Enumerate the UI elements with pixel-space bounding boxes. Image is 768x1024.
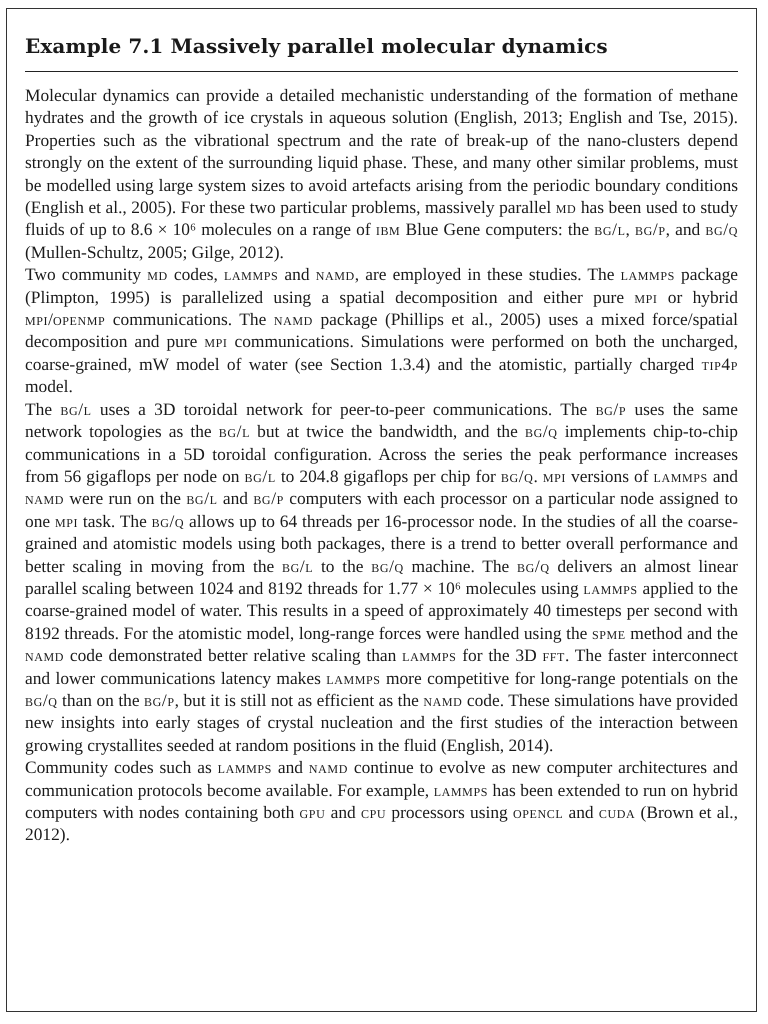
paragraph-1: Molecular dynamics can provide a detailed mechanistic understanding of the formation of methane hydrates and the growth of ice crystals in aqueous solution (English, 2013; English and Tse, 2015). Properties such as the vibrational spectrum and the rate of break-up of the nano-clusters depend strongly on the extent of the surrounding liquid phase. These, and many other similar problems, must be modelled using large system sizes to avoid artefacts arising from the periodic boundary conditions (English et al., 2005). For these two particular problems, massively parallel md has been used to study fluids of up to 8.6 × 10⁶ molecules on a range of ibm Blue Gene computers: the bg/l, bg/p, and bg/q (Mullen-Schultz, 2005; Gilge, 2012). [25,85,738,262]
example-title: Example 7.1 Massively parallel molecular dynamics [25,34,608,58]
title-rule [25,71,738,72]
example-box [6,8,757,1012]
paragraph-2: Two community md codes, lammps and namd, are employed in these studies. The lammps package (Plimpton, 1995) is parallelized using a spatial decomposition and either pure mpi or hybrid mpi/openmp communications. The namd package (Phillips et al., 2005) uses a mixed force/spatial decomposition and pure mpi communications. Simulations were performed on both the uncharged, coarse-grained, mW model of water (see Section 1.3.4) and the atomistic, partially charged tip4p model. [25,264,739,397]
paragraph-3: The bg/l uses a 3D toroidal network for peer-to-peer communications. The bg/p uses the same network topologies as the bg/l but at twice the bandwidth, and the bg/q implements chip-to-chip communications in a 5D toroidal configuration. Across the series the peak performance increases from 56 gigaflops per node on bg/l to 204.8 gigaflops per chip for bg/q. mpi versions of lammps and namd were run on the bg/l and bg/p computers with each processor on a particular node assigned to one mpi task. The bg/q allows up to 64 threads per 16-processor node. In the studies of all the coarse-grained and atomistic models using both packages, there is a trend to better overall performance and better scaling in moving from the bg/l to the bg/q machine. The bg/q delivers an almost linear parallel scaling between 1024 and 8192 threads for 1.77 × 10⁶ molecules using lammps applied to the coarse-grained model of water. This results in a speed of approximately 40 timesteps per second with 8192 threads. For the atomistic model, long-range forces were handled using the spme method and the namd code demonstrated better relative scaling than lammps for the 3D fft. The faster interconnect and lower communications latency makes lammps more competitive for long-range potentials on the bg/q than on the bg/p, but it is still not as efficient as the namd code. These simulations have provided new insights into early stages of crystal nucleation and the first studies of the interaction between growing crystallites seeded at random positions in the fluid (English, 2014). [25,398,739,755]
paragraph-4: Community codes such as lammps and namd continue to evolve as new computer architectures and communication protocols become available. For example, lammps has been extended to run on hybrid computers with nodes containing both gpu and cpu processors using opencl and cuda (Brown et al., 2012). [25,757,739,845]
